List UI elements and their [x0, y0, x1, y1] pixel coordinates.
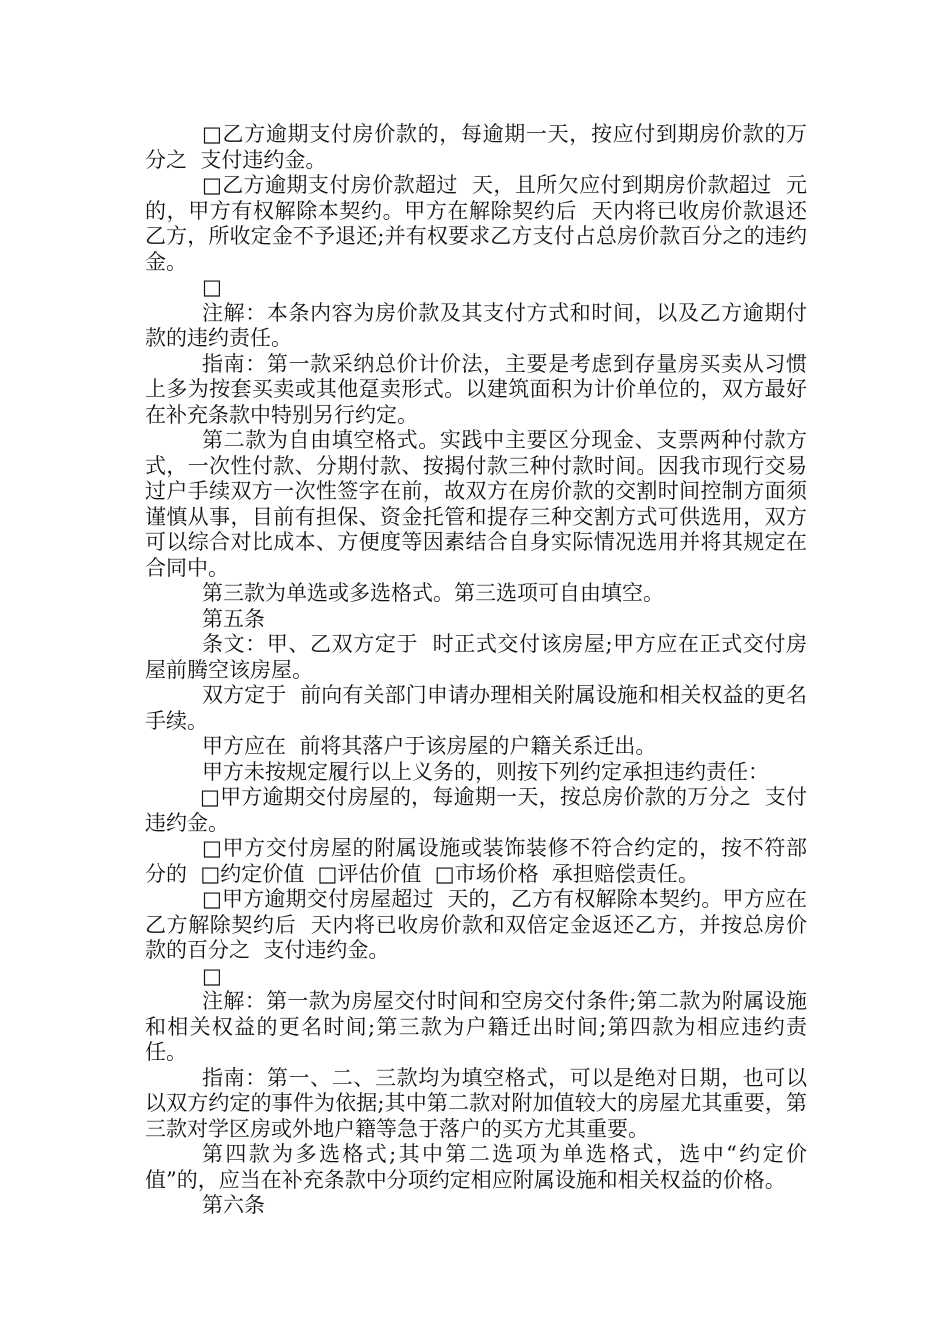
heading-article-six: 第六条 — [202, 1193, 265, 1217]
paragraph-blank-checkbox-2: □ — [202, 963, 222, 988]
paragraph-blank-checkbox: □ — [202, 275, 222, 299]
paragraph-breach-liability-intro: 甲方未按规定履行以上义务的，则按下列约定承担违约责任： — [202, 759, 769, 784]
paragraph-late-payment-termination: □乙方逾期支付房价款超过 天，且所欠应付到期房价款超过 元的，甲方有权解除本契约。甲方在解除契约后 天内将已收房价款退还乙方，所收定金不予退还;并有权要求乙方支付占总房价款百分之的违约金。 — [145, 173, 807, 274]
paragraph-guide-article-four: 指南：第一款采纳总价计价法，主要是考虑到存量房买卖从习惯上多为按套买卖或其他趸卖形式。以建筑面积为计价单位的，双方最好在补充条款中特别另行约定。 — [145, 351, 807, 427]
paragraph-late-delivery-termination: □甲方逾期交付房屋超过 天的，乙方有权解除本契约。甲方应在乙方解除契约后 天内将已收房价款和双倍定金返还乙方，并按总房价款的百分之 支付违约金。 — [145, 887, 807, 962]
paragraph-second-clause-explanation: 第二款为自由填空格式。实践中主要区分现金、支票两种付款方式，一次性付款、分期付款、按揭付款三种付款时间。因我市现行交易过户手续双方一次性签字在前，故双方在房价款的交割时间控制方面须谨慎从事，目前有担保、资金托管和提存三种交割方式可供选用，双方可以综合对比成本、方便度等因素结合自身实际情况选用并将其规定在合同中。 — [145, 428, 807, 580]
paragraph-article-five-text: 条文：甲、乙双方定于 时正式交付该房屋;甲方应在正式交付房屋前腾空该房屋。 — [145, 632, 807, 682]
heading-article-five: 第五条 — [202, 606, 265, 631]
paragraph-guide-article-five: 指南：第一、二、三款均为填空格式，可以是绝对日期，也可以以双方约定的事件为依据;其中第二款对附加值较大的房屋尤其重要，第三款对学区房或外地户籍等急于落户的买方尤其重要。 — [145, 1065, 807, 1141]
paragraph-name-change: 双方定于 前向有关部门申请办理相关附属设施和相关权益的更名手续。 — [145, 683, 807, 733]
paragraph-third-clause-explanation: 第三款为单选或多选格式。第三选项可自由填空。 — [202, 581, 664, 605]
paragraph-late-delivery-penalty: □甲方逾期交付房屋的，每逾期一天，按总房价款的万分之 支付违约金。 — [145, 785, 807, 835]
paragraph-facilities-nonconformity: □甲方交付房屋的附属设施或装饰装修不符合约定的，按不符部分的 □约定价值 □评估价值 □市场价格 承担赔偿责任。 — [145, 836, 807, 886]
paragraph-note-article-four: 注解：本条内容为房价款及其支付方式和时间，以及乙方逾期付款的违约责任。 — [145, 300, 807, 350]
paragraph-fourth-clause-explanation: 第四款为多选格式;其中第二选项为单选格式，选中“约定价值”的，应当在补充条款中分项约定相应附属设施和相关权益的价格。 — [145, 1142, 807, 1192]
paragraph-note-article-five: 注解：第一款为房屋交付时间和空房交付条件;第二款为附属设施和相关权益的更名时间;第三款为户籍迁出时间;第四款为相应违约责任。 — [145, 989, 807, 1064]
paragraph-late-payment-daily-penalty: □乙方逾期支付房价款的，每逾期一天，按应付到期房价款的万分之 支付违约金。 — [145, 122, 807, 172]
document-body — [145, 122, 807, 1219]
paragraph-household-registration: 甲方应在 前将其落户于该房屋的户籍关系迁出。 — [202, 734, 657, 758]
